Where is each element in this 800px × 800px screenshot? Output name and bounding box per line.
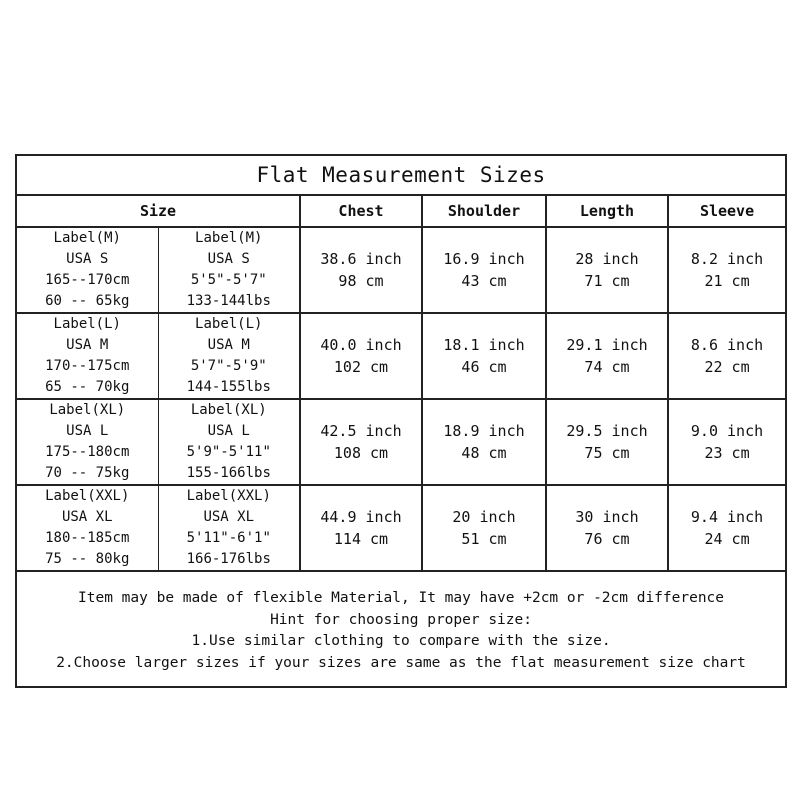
sleeve-cell [668, 227, 786, 313]
size-row [16, 399, 786, 485]
note-line: Hint for choosing proper size: [270, 611, 532, 628]
size-line: 166-176lbs [186, 551, 271, 567]
size-row [16, 485, 786, 571]
length-value: 74 cm [584, 358, 630, 376]
header-shoulder: Shoulder [422, 195, 546, 227]
shoulder-value: 18.9 inch [443, 422, 525, 440]
note-line: 2.Choose larger sizes if your sizes are same as the flat measurement size chart [56, 654, 746, 671]
size-line: USA M [66, 337, 109, 353]
size-line: 180--185cm [45, 530, 130, 546]
size-cell-left [16, 485, 158, 571]
size-line: Label(M) [53, 230, 121, 246]
chest-value: 114 cm [333, 530, 389, 548]
shoulder-value: 20 inch [452, 508, 516, 526]
chest-value: 44.9 inch [320, 508, 402, 526]
size-line: USA L [207, 423, 250, 439]
shoulder-cell [422, 399, 546, 485]
chest-value: 98 cm [338, 272, 384, 290]
sleeve-value: 22 cm [704, 358, 750, 376]
size-cell-right [158, 313, 300, 399]
length-value: 29.5 inch [566, 422, 648, 440]
length-value: 30 inch [575, 508, 639, 526]
size-cell-left [16, 399, 158, 485]
sleeve-value: 23 cm [704, 444, 750, 462]
size-chart [15, 154, 785, 678]
size-cell-right [158, 485, 300, 571]
size-line: USA S [207, 251, 250, 267]
note-line: 1.Use similar clothing to compare with the size. [191, 633, 611, 649]
sleeve-cell [668, 399, 786, 485]
size-line: 65 -- 70kg [45, 379, 130, 395]
size-line: 5'7"-5'9" [190, 358, 267, 374]
size-row [16, 227, 786, 313]
shoulder-value: 18.1 inch [443, 336, 525, 354]
length-value: 76 cm [584, 530, 630, 548]
length-cell [546, 485, 668, 571]
size-cell-right [158, 399, 300, 485]
size-line: 5'9"-5'11" [186, 444, 271, 460]
size-cell-right [158, 227, 300, 313]
chest-cell [300, 485, 422, 571]
size-line: 165--170cm [45, 272, 130, 288]
chest-cell [300, 313, 422, 399]
sleeve-value: 8.2 inch [690, 250, 764, 268]
length-cell [546, 399, 668, 485]
size-row [16, 313, 786, 399]
size-line: 170--175cm [45, 358, 130, 374]
size-line: USA M [207, 337, 250, 353]
size-line: USA XL [203, 509, 255, 525]
shoulder-cell [422, 313, 546, 399]
sleeve-value: 9.4 inch [690, 508, 764, 526]
length-value: 28 inch [575, 250, 639, 268]
note-line: Item may be made of flexible Material, It may have +2cm or -2cm difference [78, 590, 725, 606]
chest-value: 40.0 inch [320, 336, 402, 354]
chest-value: 38.6 inch [320, 250, 402, 268]
length-value: 75 cm [584, 444, 630, 462]
size-line: 5'11"-6'1" [186, 530, 271, 546]
length-cell [546, 313, 668, 399]
size-line: 70 -- 75kg [45, 465, 130, 481]
shoulder-cell [422, 485, 546, 571]
shoulder-value: 51 cm [461, 530, 507, 548]
chest-value: 102 cm [333, 358, 389, 376]
sleeve-value: 21 cm [704, 272, 750, 290]
size-line: Label(XXL) [186, 488, 271, 504]
length-value: 29.1 inch [566, 336, 648, 354]
chest-cell [300, 227, 422, 313]
sleeve-value: 8.6 inch [690, 336, 764, 354]
shoulder-value: 48 cm [461, 444, 507, 462]
size-line: 60 -- 65kg [45, 293, 130, 309]
chest-cell [300, 399, 422, 485]
shoulder-value: 16.9 inch [443, 250, 525, 268]
sleeve-value: 24 cm [704, 530, 750, 548]
size-line: Label(XL) [49, 402, 126, 418]
shoulder-value: 43 cm [461, 272, 507, 290]
size-line: Label(XL) [190, 402, 267, 418]
size-line: 155-166lbs [186, 465, 271, 481]
length-cell [546, 227, 668, 313]
size-line: 175--180cm [45, 444, 130, 460]
size-line: 144-155lbs [186, 379, 271, 395]
size-line: Label(L) [53, 316, 121, 332]
sleeve-value: 9.0 inch [690, 422, 764, 440]
size-cell-left [16, 313, 158, 399]
size-line: Label(XXL) [45, 488, 130, 504]
shoulder-value: 46 cm [461, 358, 507, 376]
header-length: Length [546, 195, 668, 227]
size-line: USA XL [61, 509, 113, 525]
size-line: USA L [66, 423, 109, 439]
chest-value: 108 cm [333, 444, 389, 462]
sleeve-cell [668, 485, 786, 571]
size-line: 5'5"-5'7" [190, 272, 267, 288]
size-cell-left [16, 227, 158, 313]
header-sleeve: Sleeve [668, 195, 786, 227]
size-line: 133-144lbs [186, 293, 271, 309]
size-line: USA S [66, 251, 109, 267]
size-line: Label(M) [195, 230, 263, 246]
length-value: 71 cm [584, 272, 630, 290]
notes-cell [16, 571, 786, 687]
size-table [15, 154, 787, 688]
size-line: 75 -- 80kg [45, 551, 130, 567]
header-size: Size [16, 195, 300, 227]
chest-value: 42.5 inch [320, 422, 402, 440]
header-chest: Chest [300, 195, 422, 227]
shoulder-cell [422, 227, 546, 313]
chart-title: Flat Measurement Sizes [16, 155, 786, 195]
size-line: Label(L) [195, 316, 263, 332]
sleeve-cell [668, 313, 786, 399]
